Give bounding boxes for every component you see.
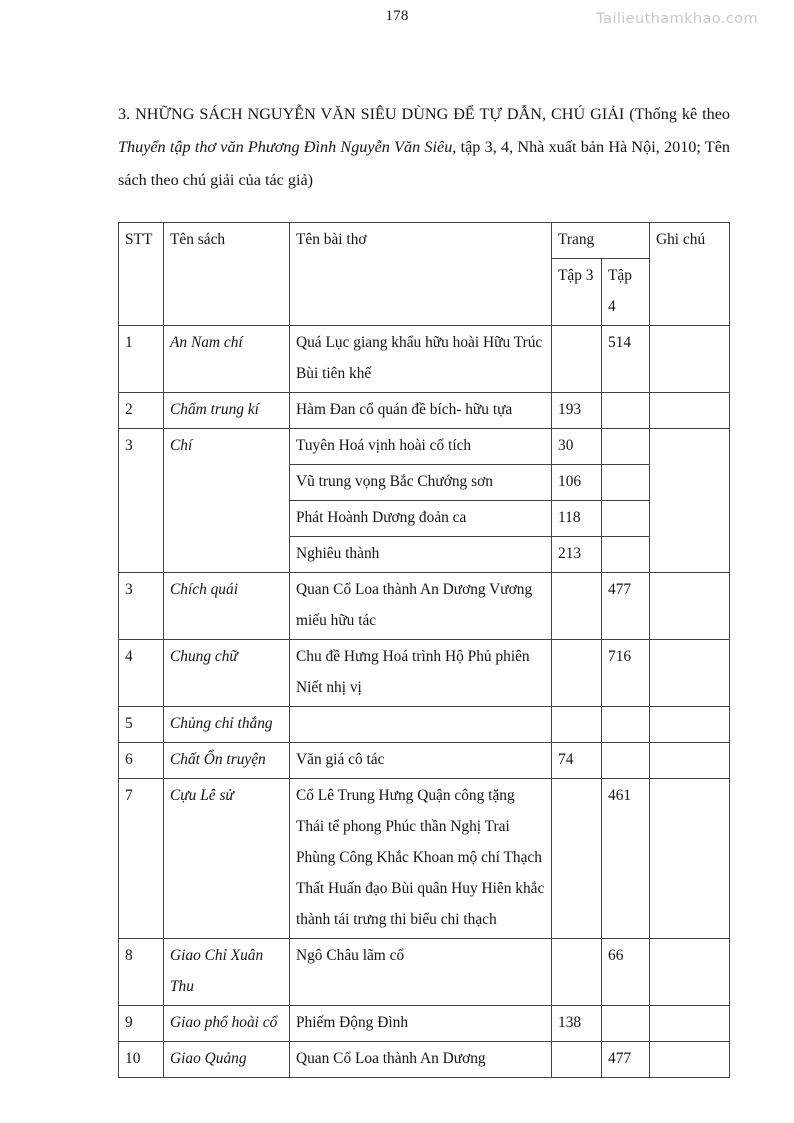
page-number: 178	[385, 8, 409, 24]
cell-poem-title: Quan Cổ Loa thành An Dương	[290, 1042, 552, 1078]
cell-note	[650, 326, 730, 393]
cell-stt: 3	[119, 573, 164, 640]
table-row	[119, 640, 730, 707]
cell-page-vol3	[552, 939, 602, 1006]
cell-stt: 9	[119, 1006, 164, 1042]
books-table	[118, 222, 730, 1078]
cell-page-vol4: 514	[602, 326, 650, 393]
cell-page-vol4: 66	[602, 939, 650, 1006]
heading-part-1: 3. NHỮNG SÁCH NGUYỄN VĂN SIÊU DÙNG ĐỂ TỰ DẪN, CHÚ GIẢI (Thống kê theo	[118, 105, 730, 123]
table-row	[119, 429, 730, 465]
cell-page-vol4: 477	[602, 573, 650, 640]
col-header-book: Tên sách	[164, 223, 290, 326]
table-header-row-1	[119, 223, 730, 259]
cell-book-title: Giao Chỉ Xuân Thu	[164, 939, 290, 1006]
cell-book-title: Chung chữ	[164, 640, 290, 707]
table-body	[119, 326, 730, 1078]
cell-note	[650, 707, 730, 743]
col-header-note: Ghi chú	[650, 223, 730, 326]
col-header-stt: STT	[119, 223, 164, 326]
cell-page-vol3: 193	[552, 393, 602, 429]
cell-poem-title: Chu đề Hưng Hoá trình Hộ Phủ phiên Niết nhị vị	[290, 640, 552, 707]
cell-page-vol4	[602, 501, 650, 537]
cell-page-vol4	[602, 429, 650, 465]
cell-note	[650, 393, 730, 429]
table-row	[119, 573, 730, 640]
cell-page-vol4	[602, 465, 650, 501]
cell-page-vol3	[552, 779, 602, 939]
cell-poem-title: Văn giá cô tác	[290, 743, 552, 779]
cell-page-vol4: 477	[602, 1042, 650, 1078]
col-header-poem: Tên bài thơ	[290, 223, 552, 326]
cell-page-vol4	[602, 707, 650, 743]
cell-poem-title: Phát Hoành Dương đoản ca	[290, 501, 552, 537]
cell-page-vol3	[552, 640, 602, 707]
cell-poem-title: Quan Cổ Loa thành An Dương Vương miếu hữu tác	[290, 573, 552, 640]
cell-book-title: Chủng chỉ thắng	[164, 707, 290, 743]
cell-page-vol3: 138	[552, 1006, 602, 1042]
cell-book-title: Giao phổ hoài cổ	[164, 1006, 290, 1042]
cell-poem-title: Phiếm Động Đình	[290, 1006, 552, 1042]
cell-stt: 2	[119, 393, 164, 429]
cell-poem-title: Cổ Lê Trung Hưng Quận công tặng Thái tể phong Phúc thần Nghị Trai Phùng Công Khắc Khoan mộ chí Thạch Thất Huấn đạo Bùi quân Huy Hiên khắc thành tái trưng thi biểu chi thạch	[290, 779, 552, 939]
cell-note	[650, 779, 730, 939]
cell-page-vol3: 106	[552, 465, 602, 501]
cell-page-vol3	[552, 573, 602, 640]
cell-page-vol4	[602, 743, 650, 779]
cell-book-title: Cựu Lê sử	[164, 779, 290, 939]
page-header	[0, 8, 794, 38]
cell-stt: 5	[119, 707, 164, 743]
table-row	[119, 326, 730, 393]
cell-poem-title: Ngô Châu lãm cổ	[290, 939, 552, 1006]
cell-note	[650, 573, 730, 640]
cell-book-title: Chí	[164, 429, 290, 573]
col-header-vol4: Tập 4	[602, 259, 650, 326]
cell-page-vol3	[552, 707, 602, 743]
cell-stt: 4	[119, 640, 164, 707]
cell-page-vol3	[552, 326, 602, 393]
cell-stt: 10	[119, 1042, 164, 1078]
cell-stt: 6	[119, 743, 164, 779]
cell-page-vol4	[602, 1006, 650, 1042]
cell-book-title: Chích quái	[164, 573, 290, 640]
heading-part-2: tập 3, 4, Nhà xuất bản Hà Nội, 2010; Tên sách theo chú giải của tác giả)	[118, 138, 730, 189]
cell-stt: 7	[119, 779, 164, 939]
col-header-vol3: Tập 3	[552, 259, 602, 326]
cell-page-vol3	[552, 1042, 602, 1078]
table-row	[119, 1042, 730, 1078]
cell-page-vol4	[602, 537, 650, 573]
cell-page-vol3: 74	[552, 743, 602, 779]
cell-poem-title: Tuyên Hoá vịnh hoài cổ tích	[290, 429, 552, 465]
cell-poem-title: Vũ trung vọng Bắc Chướng sơn	[290, 465, 552, 501]
section-heading	[118, 98, 730, 197]
table-row	[119, 779, 730, 939]
cell-book-title: Giao Quảng	[164, 1042, 290, 1078]
table-head	[119, 223, 730, 326]
table-row	[119, 1006, 730, 1042]
cell-page-vol3: 30	[552, 429, 602, 465]
cell-poem-title: Hàm Đan cổ quán đề bích- hữu tựa	[290, 393, 552, 429]
cell-page-vol3: 213	[552, 537, 602, 573]
cell-page-vol3: 118	[552, 501, 602, 537]
cell-page-vol4: 461	[602, 779, 650, 939]
cell-book-title: Chất Ổn truyện	[164, 743, 290, 779]
table-row	[119, 393, 730, 429]
cell-poem-title: Quá Lục giang khẩu hữu hoài Hữu Trúc Bùi tiên khế	[290, 326, 552, 393]
cell-note	[650, 429, 730, 573]
table-row	[119, 939, 730, 1006]
cell-book-title: An Nam chí	[164, 326, 290, 393]
cell-note	[650, 640, 730, 707]
heading-book-title: Thuyển tập thơ văn Phương Đình Nguyễn Văn Siêu,	[118, 138, 457, 156]
cell-poem-title	[290, 707, 552, 743]
col-header-page-group: Trang	[552, 223, 650, 259]
cell-note	[650, 1006, 730, 1042]
cell-page-vol4: 716	[602, 640, 650, 707]
table-row	[119, 743, 730, 779]
cell-note	[650, 1042, 730, 1078]
cell-page-vol4	[602, 393, 650, 429]
watermark-text: Tailieuthamkhao.com	[596, 11, 758, 27]
cell-stt: 8	[119, 939, 164, 1006]
cell-book-title: Chẩm trung kí	[164, 393, 290, 429]
cell-poem-title: Nghiêu thành	[290, 537, 552, 573]
table-row	[119, 707, 730, 743]
cell-note	[650, 939, 730, 1006]
cell-stt: 1	[119, 326, 164, 393]
cell-stt: 3	[119, 429, 164, 573]
cell-note	[650, 743, 730, 779]
